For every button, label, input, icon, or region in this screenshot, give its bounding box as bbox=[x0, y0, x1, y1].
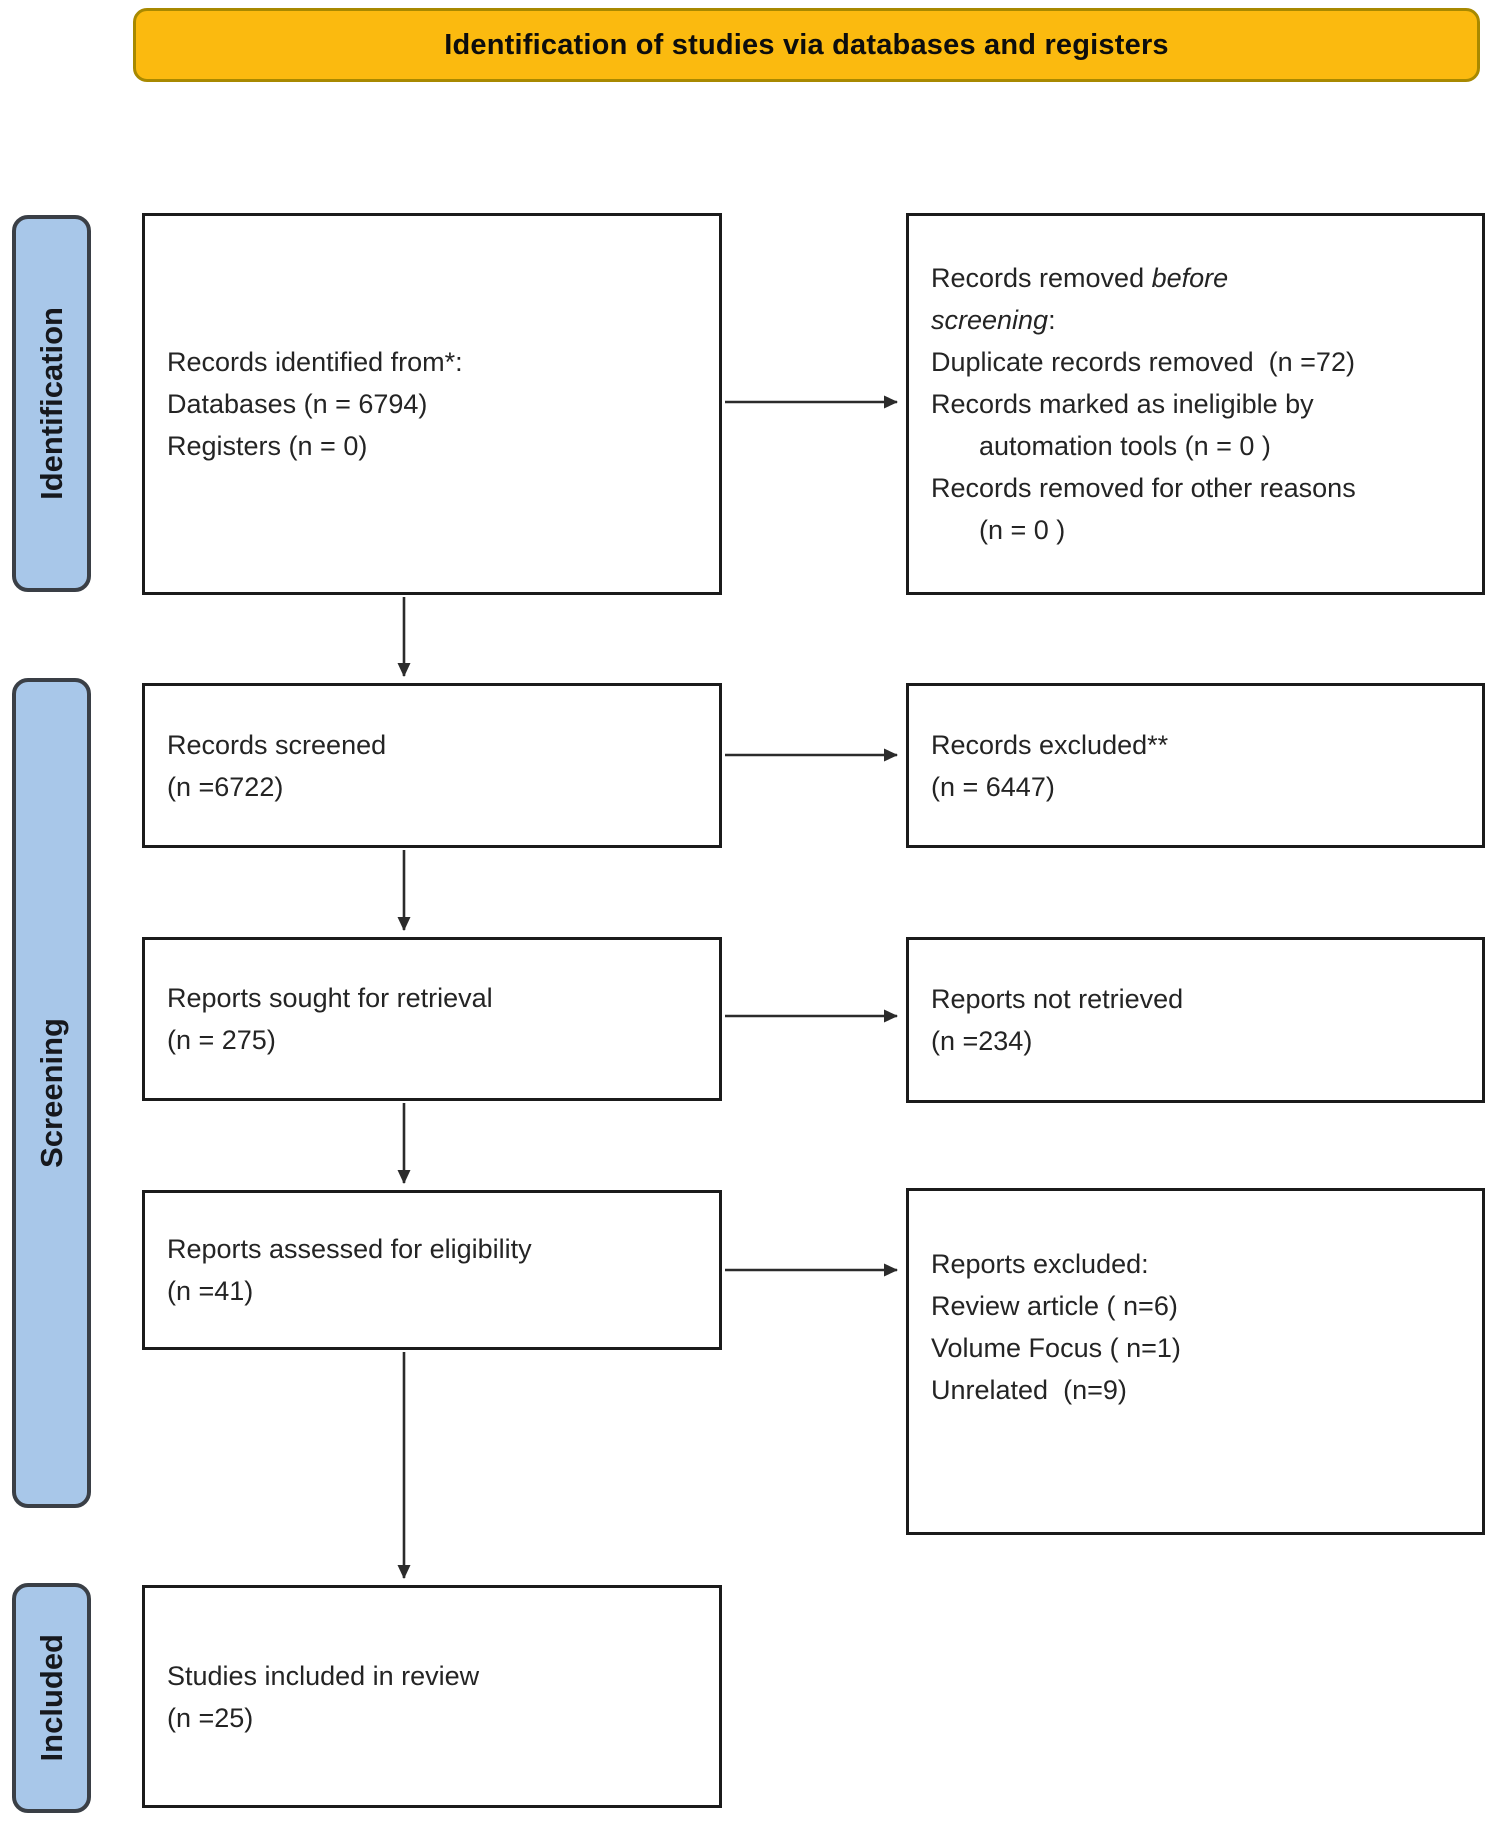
box-line: Records excluded** bbox=[931, 729, 1169, 760]
stage-screening-label: Screening bbox=[33, 1018, 69, 1168]
box-line: Reports sought for retrieval bbox=[167, 983, 493, 1013]
box-reports-not-retrieved bbox=[906, 937, 1485, 1103]
stage-identification bbox=[12, 215, 91, 592]
box-line: Registers (n = 0) bbox=[167, 431, 368, 461]
stage-identification-label: Identification bbox=[33, 307, 69, 500]
box-line: Unrelated (n=9) bbox=[931, 1375, 1127, 1405]
box-line: Records removed before bbox=[931, 263, 1229, 293]
box-records-excluded bbox=[906, 683, 1485, 848]
box-records-screened bbox=[142, 683, 722, 848]
box-line: Records marked as ineligible by bbox=[931, 389, 1314, 419]
stage-included bbox=[12, 1583, 91, 1813]
box-line: Records screened bbox=[167, 729, 387, 760]
box-line: (n = 6447) bbox=[931, 771, 1055, 802]
stage-screening bbox=[12, 678, 91, 1508]
box-line: Studies included in review bbox=[167, 1660, 480, 1691]
box-line: (n =25) bbox=[167, 1702, 254, 1733]
box-line: Duplicate records removed (n =72) bbox=[931, 347, 1355, 377]
box-reports-excluded bbox=[906, 1188, 1485, 1535]
box-line: automation tools (n = 0 ) bbox=[979, 431, 1271, 461]
box-line: (n =234) bbox=[931, 1026, 1033, 1056]
box-line: Records identified from*: bbox=[167, 347, 463, 377]
box-line: (n =6722) bbox=[167, 771, 284, 802]
box-line: (n = 0 ) bbox=[979, 515, 1066, 545]
box-records-identified bbox=[142, 213, 722, 595]
flow-title: Identification of studies via databases and registers bbox=[444, 28, 1169, 61]
box-line: screening: bbox=[931, 305, 1056, 335]
flow-title-banner bbox=[133, 8, 1480, 82]
box-line: (n =41) bbox=[167, 1276, 254, 1306]
box-studies-included bbox=[142, 1585, 722, 1808]
box-line: Volume Focus ( n=1) bbox=[931, 1333, 1181, 1363]
box-line: (n = 275) bbox=[167, 1025, 276, 1055]
box-reports-sought bbox=[142, 937, 722, 1101]
stage-included-label: Included bbox=[33, 1634, 69, 1762]
box-records-removed bbox=[906, 213, 1485, 595]
box-line: Records removed for other reasons bbox=[931, 473, 1356, 503]
box-line: Review article ( n=6) bbox=[931, 1291, 1178, 1321]
box-line: Databases (n = 6794) bbox=[167, 389, 428, 419]
box-reports-assessed bbox=[142, 1190, 722, 1350]
box-line: Reports assessed for eligibility bbox=[167, 1234, 532, 1264]
box-line: Reports excluded: bbox=[931, 1249, 1149, 1279]
box-line: Reports not retrieved bbox=[931, 984, 1184, 1014]
